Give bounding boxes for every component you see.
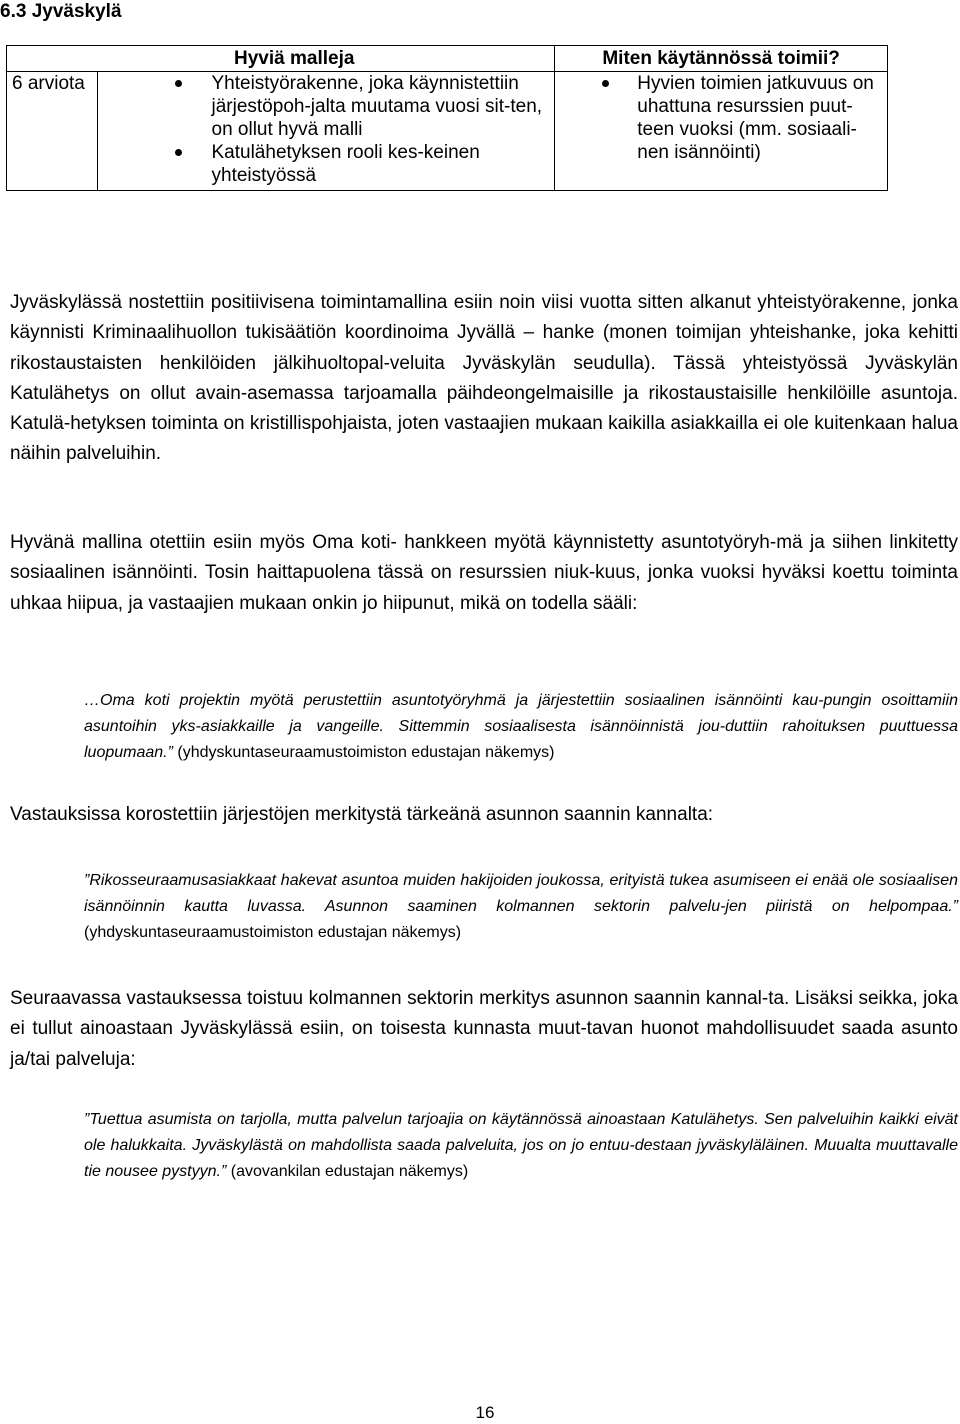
good-models-cell [97, 72, 555, 191]
list-item [555, 72, 887, 164]
quote-source: (avovankilan edustajan näkemys) [230, 1163, 469, 1180]
body-paragraph: Hyvänä mallina otettiin esiin myös Oma koti- hankkeen myötä käynnistetty asuntotyöryh-mä ja siihen linkitetty sosiaalinen isännöinti. Tosin haittapuolena tässä on resurssien niuk-kuus, jonka vuoksi hyväksi koettu toiminta uhkaa hiipua, ja vastaajien mukaan onkin jo hiipunut, mikä on todella sääli: [10, 532, 958, 614]
quote-source: (yhdyskuntaseuraamustoimiston edustajan näkemys) [84, 924, 462, 941]
page-number: 16 [475, 1403, 495, 1422]
quote-text: …Oma koti projektin myötä perustettiin asuntotyöryhmä ja järjestettiin sosiaalinen isännöinti kau-pungin osoittamiin asuntoihin yks-asiakkaille ja vangeille. Sittemmin sosiaalisesta isännöinnistä jou-duttiin rahoituksen puuttuessa luopumaan.” [84, 692, 958, 761]
table-header-how-it-works: Miten käytännössä toimii? [555, 46, 888, 72]
list-item [98, 72, 555, 141]
bullet-icon [175, 149, 182, 156]
good-models-list [98, 72, 555, 190]
table-row [7, 72, 888, 191]
quote-source: (yhdyskuntaseuraamustoimiston edustajan näkemys) [177, 744, 555, 761]
how-it-works-cell [555, 72, 888, 191]
bullet-icon [175, 80, 182, 87]
rating-cell: 6 arviota [7, 72, 98, 191]
table-header-empty [7, 46, 98, 72]
how-it-works-text: Hyvien toimien jatkuvuus on uhattuna resurssien puut-teen vuoksi (mm. sosiaali-nen isännöinti) [637, 73, 874, 163]
quote-block [84, 1107, 958, 1185]
good-model-text: Yhteistyörakenne, joka käynnistettiin järjestöpoh-jalta muutama vuosi sit-ten, on ollut hyvä malli [211, 73, 543, 140]
table-header-row [7, 46, 888, 72]
evaluation-table [6, 45, 888, 191]
list-item [98, 141, 555, 187]
good-model-text: Katulähetyksen rooli kes-keinen yhteistyössä [211, 142, 480, 186]
quote-block [84, 868, 958, 946]
how-it-works-list [555, 72, 887, 167]
bullet-icon [602, 80, 609, 87]
section-heading: 6.3 Jyväskylä [0, 1, 122, 22]
table-header-good-models: Hyviä malleja [97, 46, 555, 72]
quote-text: ”Tuettua asumista on tarjolla, mutta palvelun tarjoajia on käytännössä ainoastaan Katulähetys. Sen palveluihin kaikki eivät ole halukkaita. Jyväskylästä on mahdollista saada palveluita, jos on jo entuu-destaan jyväskyläläinen. Muualta muuttavalle tie nousee pystyyn.” [84, 1111, 958, 1180]
body-paragraph: Vastauksissa korostettiin järjestöjen merkitystä tärkeänä asunnon saannin kannalta: [10, 804, 714, 825]
body-paragraph: Jyväskylässä nostettiin positiivisena toimintamallina esiin noin viisi vuotta sitten alkanut yhteistyörakenne, jonka käynnisti Kriminaalihuollon tukisäätiön koordinoima Jyvällä – hanke (monen toimijan yhteishanke, joka kehitti rikostaustaisten henkilöiden jälkihuoltopal-veluita Jyväskylän seudulla). Tässä yhteistyössä Jyväskylän Katulähetys on ollut avain-asemassa tarjoamalla päihdeongelmaisille ja rikostaustaisille henkilöille asuntoja. Katulä-hetyksen toiminta on kristillispohjaista, joten vastaajien mukaan kaikilla asiakkailla ei ole kuitenkaan halua näihin palveluihin. [10, 292, 958, 465]
quote-block [84, 688, 958, 766]
quote-text: ”Rikosseuraamusasiakkaat hakevat asuntoa muiden hakijoiden joukossa, erityistä tukea asumiseen ei enää ole sosiaalisen isännöinnin kautta luvassa. Asunnon saaminen kolmannen sektorin palvelu-jen piiristä on helpompaa.” [84, 872, 958, 915]
body-paragraph: Seuraavassa vastauksessa toistuu kolmannen sektorin merkitys asunnon saannin kannal-ta. Lisäksi seikka, joka ei tullut ainoastaan Jyväskylässä esiin, on toisesta kunnasta muut-tavan huonot mahdollisuudet saada asunto ja/tai palveluja: [10, 988, 958, 1070]
